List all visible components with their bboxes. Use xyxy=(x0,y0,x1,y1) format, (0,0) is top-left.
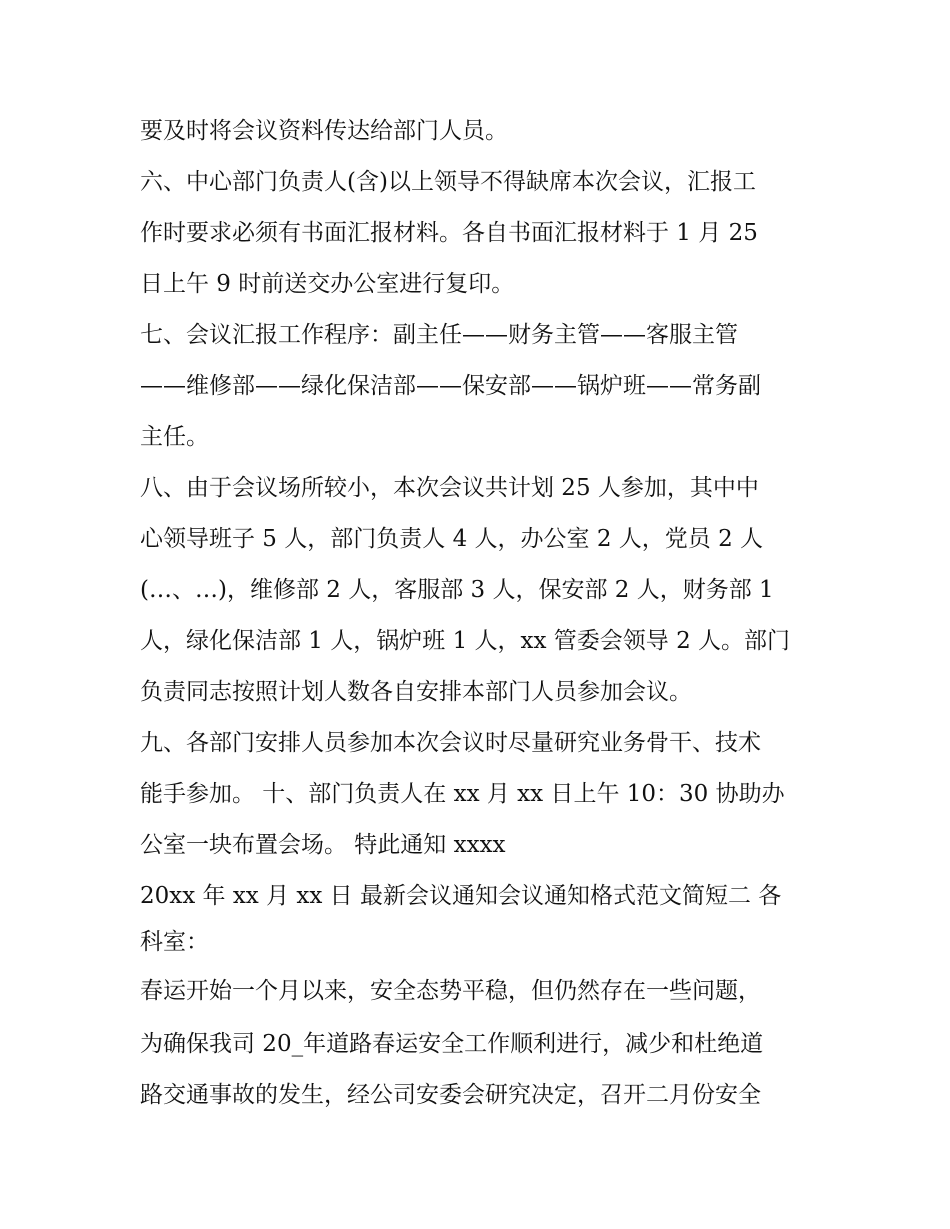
document-body xyxy=(140,106,830,1121)
text-line: 20xx 年 xx 月 xx 日 最新会议通知会议通知格式范文简短二 各 xyxy=(140,883,782,909)
text-line: 主任。 xyxy=(140,424,209,450)
text-line: 作时要求必须有书面汇报材料。各自书面汇报材料于 1 月 25 xyxy=(140,220,758,246)
text-line: 公室一块布置会场。 特此通知 xxxx xyxy=(140,832,506,858)
text-line: 人，绿化保洁部 1 人，锅炉班 1 人，xx 管委会领导 2 人。部门 xyxy=(140,628,791,654)
text-line: 七、会议汇报工作程序：副主任——财务主管——客服主管 xyxy=(140,322,738,348)
text-line: 春运开始一个月以来，安全态势平稳，但仍然存在一些问题， xyxy=(140,978,761,1004)
text-line: 八、由于会议场所较小，本次会议共计划 25 人参加，其中中 xyxy=(140,475,759,501)
text-line: 路交通事故的发生，经公司安委会研究决定，召开二月份安全 xyxy=(140,1082,761,1108)
text-line: 科室： xyxy=(140,929,209,955)
text-line: 能手参加。 十、部门负责人在 xx 月 xx 日上午 10：30 协助办 xyxy=(140,781,785,807)
text-line: 要及时将会议资料传达给部门人员。 xyxy=(140,118,508,144)
text-line: 负责同志按照计划人数各自安排本部门人员参加会议。 xyxy=(140,679,692,705)
text-line: 日上午 9 时前送交办公室进行复印。 xyxy=(140,271,515,297)
text-line: 为确保我司 20_年道路春运安全工作顺利进行，减少和杜绝道 xyxy=(140,1031,764,1057)
text-line: 九、各部门安排人员参加本次会议时尽量研究业务骨干、技术 xyxy=(140,730,761,756)
text-line: ——维修部——绿化保洁部——保安部——锅炉班——常务副 xyxy=(140,373,761,399)
text-line: 六、中心部门负责人(含)以上领导不得缺席本次会议，汇报工 xyxy=(140,169,756,195)
text-line: 心领导班子 5 人，部门负责人 4 人，办公室 2 人，党员 2 人 xyxy=(140,526,764,552)
text-line: (…、…)，维修部 2 人，客服部 3 人，保安部 2 人，财务部 1 xyxy=(140,577,774,603)
